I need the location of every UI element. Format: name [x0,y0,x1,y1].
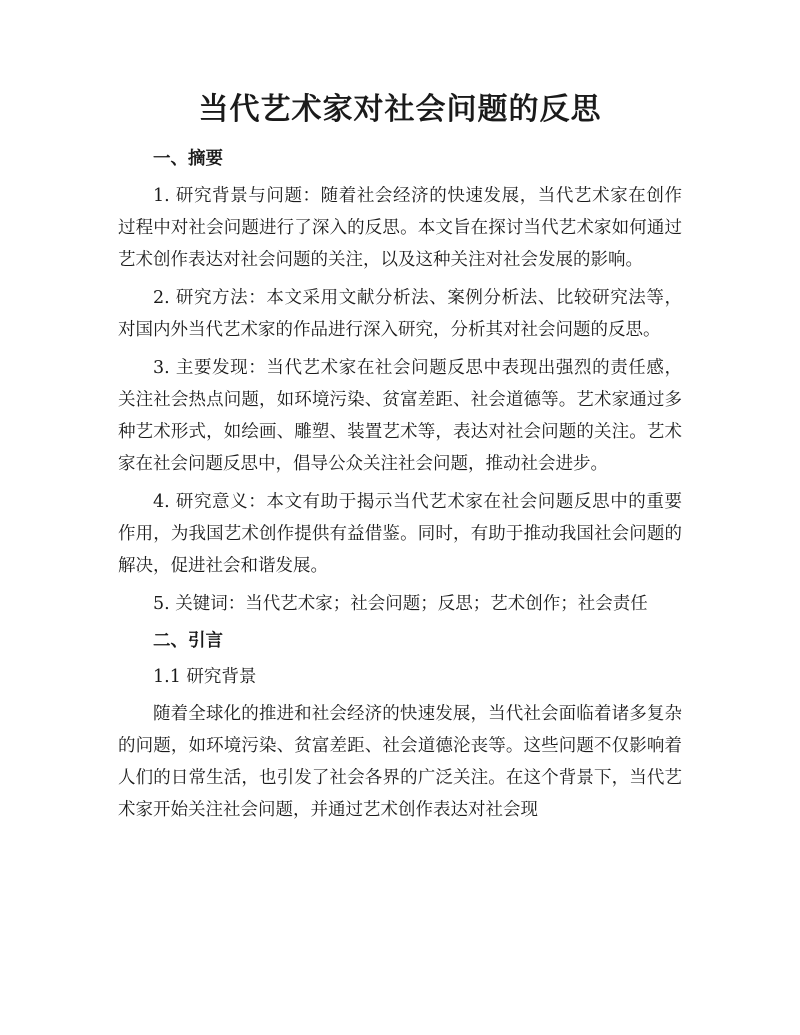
section-heading-introduction: 二、引言 [153,631,223,651]
subsection-heading-background: 1.1 研究背景 [153,667,257,687]
abstract-paragraph-methods: 2. 研究方法：本文采用文献分析法、案例分析法、比较研究法等，对国内外当代艺术家的作品进行深入研究，分析其对社会问题的反思。 [118,288,682,340]
introduction-section [118,626,682,826]
abstract-paragraph-background: 1. 研究背景与问题：随着社会经济的快速发展，当代艺术家在创作过程中对社会问题进行了深入的反思。本文旨在探讨当代艺术家如何通过艺术创作表达对社会问题的关注，以及这种关注对社会发展的影响。 [118,186,682,270]
abstract-section [118,144,682,620]
abstract-paragraph-keywords: 5. 关键词：当代艺术家；社会问题；反思；艺术创作；社会责任 [153,594,648,614]
section-heading-abstract: 一、摘要 [153,149,223,169]
abstract-paragraph-findings: 3. 主要发现：当代艺术家在社会问题反思中表现出强烈的责任感，关注社会热点问题，如环境污染、贫富差距、社会道德等。艺术家通过多种艺术形式，如绘画、雕塑、装置艺术等，表达对社会问题的关注。艺术家在社会问题反思中，倡导公众关注社会问题，推动社会进步。 [118,358,682,474]
introduction-paragraph: 随着全球化的推进和社会经济的快速发展，当代社会面临着诸多复杂的问题，如环境污染、贫富差距、社会道德沦丧等。这些问题不仅影响着人们的日常生活，也引发了社会各界的广泛关注。在这个背景下，当代艺术家开始关注社会问题，并通过艺术创作表达对社会现 [118,704,682,820]
abstract-paragraph-significance: 4. 研究意义：本文有助于揭示当代艺术家在社会问题反思中的重要作用，为我国艺术创作提供有益借鉴。同时，有助于推动我国社会问题的解决，促进社会和谐发展。 [118,492,682,576]
document-title: 当代艺术家对社会问题的反思 [198,92,602,127]
